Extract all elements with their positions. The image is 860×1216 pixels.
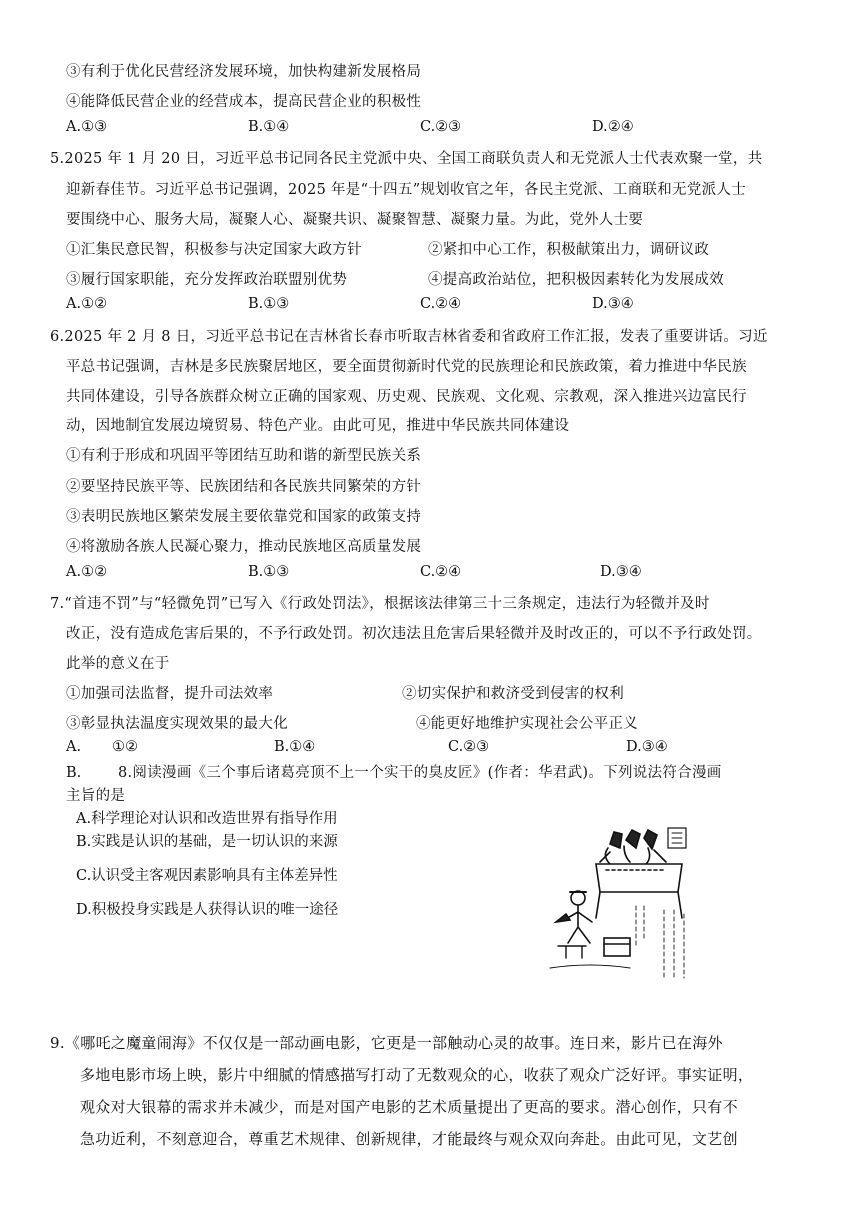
q4-option-b: B.①④: [248, 119, 290, 135]
q7-option-b: B.①④: [274, 739, 316, 755]
q4-item-3: ③有利于优化民营经济发展环境，加快构建新发展格局: [66, 64, 422, 80]
q4-option-c: C.②③: [420, 119, 462, 135]
q9-stem-line-1: 9.《哪吒之魔童闹海》不仅仅是一部动画电影，它更是一部触动心灵的故事。连日来，影片已在海外: [50, 1034, 723, 1052]
cartoon-illustration: [548, 818, 694, 990]
q5-stem-line-1: 5.2025 年 1 月 20 日，习近平总书记同各民主党派中央、全国工商联负责人和无党派人士代表欢聚一堂，共: [50, 151, 763, 167]
q6-stem-line-4: 动，因地制宜发展边境贸易、特色产业。由此可见，推进中华民族共同体建设: [66, 418, 570, 434]
q6-item-4: ④将激励各族人民凝心聚力，推动民族地区高质量发展: [66, 539, 422, 555]
q4-option-a: A.①③: [66, 119, 108, 135]
q4-item-4: ④能降低民营企业的经营成本，提高民营企业的积极性: [66, 94, 422, 110]
q7-item-1: ①加强司法监督，提升司法效率: [66, 686, 274, 702]
q7-stem-line-1: 7.“首违不罚”与“轻微免罚”已写入《行政处罚法》，根据该法律第三十三条规定，违法行为轻微并及时: [50, 596, 710, 612]
q6-item-3: ③表明民族地区繁荣发展主要依靠党和国家的政策支持: [66, 509, 422, 525]
q6-option-d: D.③④: [600, 564, 642, 580]
q5-option-c: C.②④: [420, 296, 462, 312]
q6-item-1: ①有利于形成和巩固平等团结互助和谐的新型民族关系: [66, 448, 422, 464]
q7-option-a-value: ①②: [112, 739, 138, 755]
q4-option-d: D.②④: [592, 119, 634, 135]
q6-option-b: B.①③: [248, 564, 290, 580]
q9-stem-line-2: 多地电影市场上映，影片中细腻的情感描写打动了无数观众的心，收获了观众广泛好评。事实证明，: [80, 1066, 754, 1084]
q5-stem-line-2: 迎新春佳节。习近平总书记强调，2025 年是“十四五”规划收官之年，各民主党派、工商联和无党派人士: [66, 182, 747, 198]
q6-option-c: C.②④: [420, 564, 462, 580]
q6-stem-line-2: 平总书记强调，吉林是多民族聚居地区，要全面贯彻新时代党的民族理论和民族政策，着力推进中华民族: [66, 359, 747, 375]
q5-stem-line-3: 要围绕中心、服务大局，凝聚人心、凝聚共识、凝聚智慧、凝聚力量。为此，党外人士要: [66, 212, 644, 228]
q5-item-3: ③履行国家职能，充分发挥政治联盟别优势: [66, 272, 348, 288]
q5-item-2: ②紧扣中心工作，积极献策出力，调研议政: [428, 242, 710, 258]
q5-item-1: ①汇集民意民智，积极参与决定国家大政方针: [66, 242, 362, 258]
q7-stem-line-2: 改正，没有造成危害后果的，不予行政处罚。初次违法且危害后果轻微并及时改正的，可以不予行政处罚。: [66, 626, 762, 642]
q8-option-b: B.实践是认识的基础，是一切认识的来源: [76, 834, 338, 850]
q8-stem-line-2: 主旨的是: [66, 788, 126, 804]
q8-prefix: B.: [66, 765, 82, 781]
q6-stem-line-3: 共同体建设，引导各族群众树立正确的国家观、历史观、民族观、文化观、宗教观，深入推进兴边富民行: [66, 389, 747, 405]
q7-option-d: D.③④: [626, 739, 668, 755]
q7-option-c: C.②③: [448, 739, 490, 755]
q9-stem-line-3: 观众对大银幕的需求并未减少，而是对国产电影的艺术质量提出了更高的要求。潜心创作，只有不: [80, 1098, 738, 1116]
q9-stem-line-4: 急功近利，不刻意迎合，尊重艺术规律、创新规律，才能最终与观众双向奔赴。由此可见，文艺创: [80, 1130, 738, 1148]
q8-option-d: D.积极投身实践是人获得认识的唯一途径: [76, 902, 339, 918]
q7-item-3: ③彰显执法温度实现效果的最大化: [66, 716, 288, 732]
q6-stem-line-1: 6.2025 年 2 月 8 日，习近平总书记在吉林省长春市听取吉林省委和省政府工作汇报，发表了重要讲话。习近: [50, 329, 768, 345]
q5-item-4: ④提高政治站位，把积极因素转化为发展成效: [428, 272, 724, 288]
q8-option-a: A.科学理论对认识和改造世界有指导作用: [76, 811, 338, 827]
q5-option-a: A.①②: [66, 296, 108, 312]
q8-stem-line-1: 8.阅读漫画《三个事后诸葛亮顶不上一个实干的臭皮匠》(作者：华君武)。下列说法符合漫画: [118, 765, 722, 781]
q7-option-a-letter: A.: [66, 739, 82, 755]
q5-option-b: B.①③: [248, 296, 290, 312]
q5-option-d: D.③④: [592, 296, 634, 312]
q7-item-2: ②切实保护和救济受到侵害的权利: [402, 686, 624, 702]
q6-item-2: ②要坚持民族平等、民族团结和各民族共同繁荣的方针: [66, 479, 422, 495]
q6-option-a: A.①②: [66, 564, 108, 580]
q7-item-4: ④能更好地维护实现社会公平正义: [416, 716, 638, 732]
q8-option-c: C.认识受主客观因素影响具有主体差异性: [76, 868, 338, 884]
q7-stem-line-3: 此举的意义在于: [66, 656, 170, 672]
